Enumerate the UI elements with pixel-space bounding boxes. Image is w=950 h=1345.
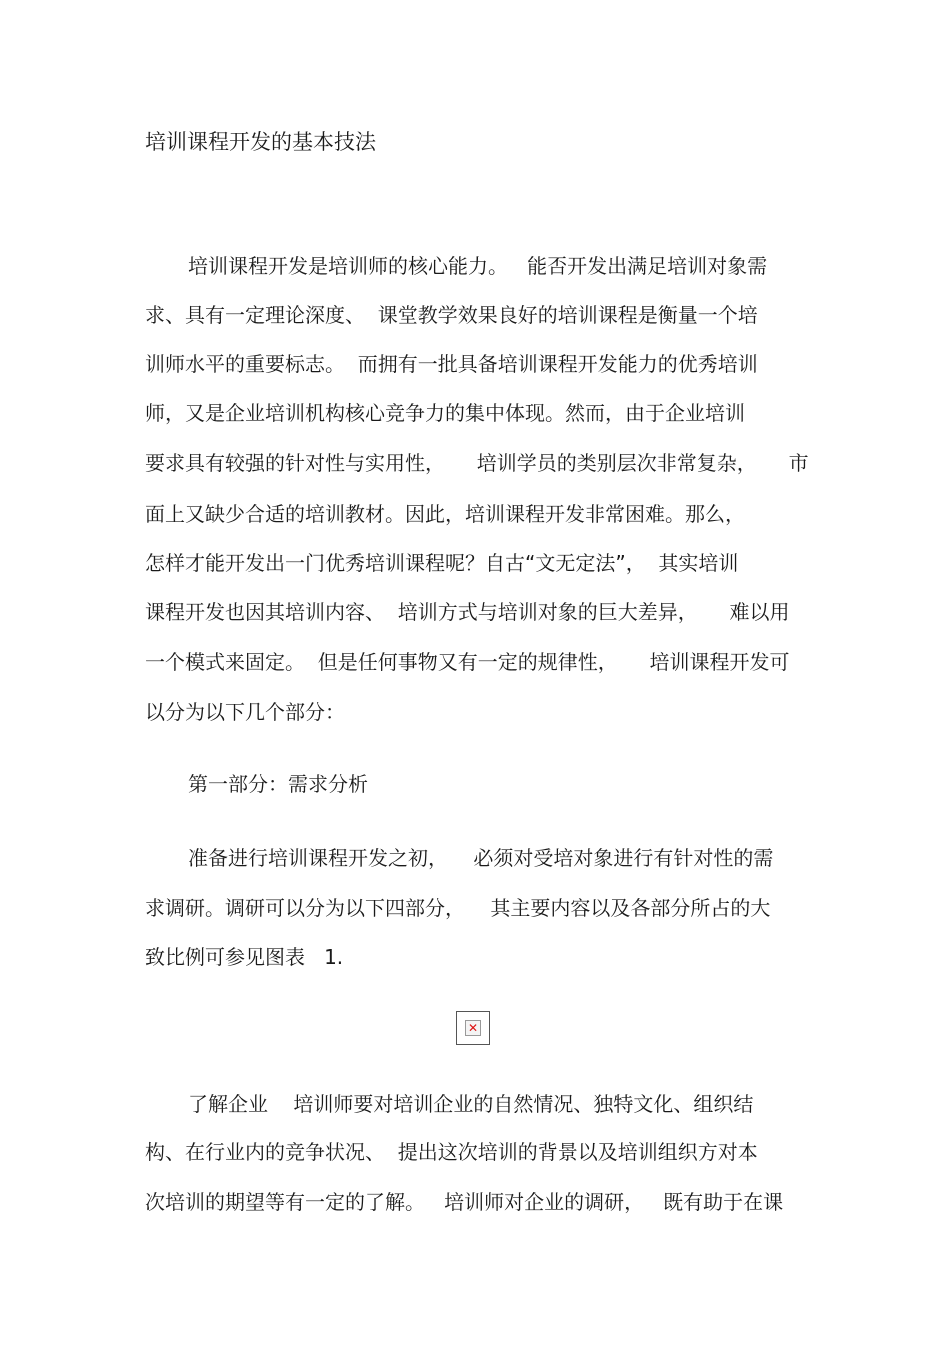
section2-line: 次培训的期望等有一定的了解。 培训师对企业的调研， 既有助于在课 bbox=[145, 1190, 784, 1214]
intro-line: 求、具有一定理论深度、 课堂教学效果良好的培训课程是衡量一个培 bbox=[145, 303, 758, 327]
intro-line: 一个模式来固定。 但是任何事物又有一定的规律性， 培训课程开发可 bbox=[145, 650, 790, 674]
intro-line: 要求具有较强的针对性与实用性， 培训学员的类别层次非常复杂， 市 bbox=[145, 451, 809, 475]
section1-line: 致比例可参见图表 1. bbox=[145, 945, 344, 969]
intro-line: 师，又是企业培训机构核心竞争力的集中体现。然而，由于企业培训 bbox=[145, 401, 745, 425]
document-title: 培训课程开发的基本技法 bbox=[145, 130, 376, 154]
intro-line: 培训课程开发是培训师的核心能力。 能否开发出满足培训对象需 bbox=[188, 254, 768, 278]
figure-image-placeholder bbox=[456, 1011, 490, 1045]
intro-line: 课程开发也因其培训内容、 培训方式与培训对象的巨大差异， 难以用 bbox=[145, 600, 790, 624]
intro-line: 以分为以下几个部分： bbox=[145, 700, 345, 724]
intro-line: 怎样才能开发出一门优秀培训课程呢？自古“文无定法”， 其实培训 bbox=[145, 551, 739, 575]
section2-line: 构、在行业内的竞争状况、 提出这次培训的背景以及培训组织方对本 bbox=[145, 1140, 758, 1164]
section-heading: 第一部分：需求分析 bbox=[188, 772, 368, 796]
section1-line: 求调研。调研可以分为以下四部分， 其主要内容以及各部分所占的大 bbox=[145, 896, 771, 920]
section2-line: 了解企业 培训师要对培训企业的自然情况、独特文化、组织结 bbox=[188, 1092, 754, 1116]
section1-line: 准备进行培训课程开发之初， 必须对受培对象进行有针对性的需 bbox=[188, 846, 774, 870]
intro-line: 面上又缺少合适的培训教材。因此，培训课程开发非常困难。那么， bbox=[145, 502, 745, 526]
intro-line: 训师水平的重要标志。 而拥有一批具备培训课程开发能力的优秀培训 bbox=[145, 352, 758, 376]
broken-image-icon: ✕ bbox=[465, 1020, 481, 1036]
